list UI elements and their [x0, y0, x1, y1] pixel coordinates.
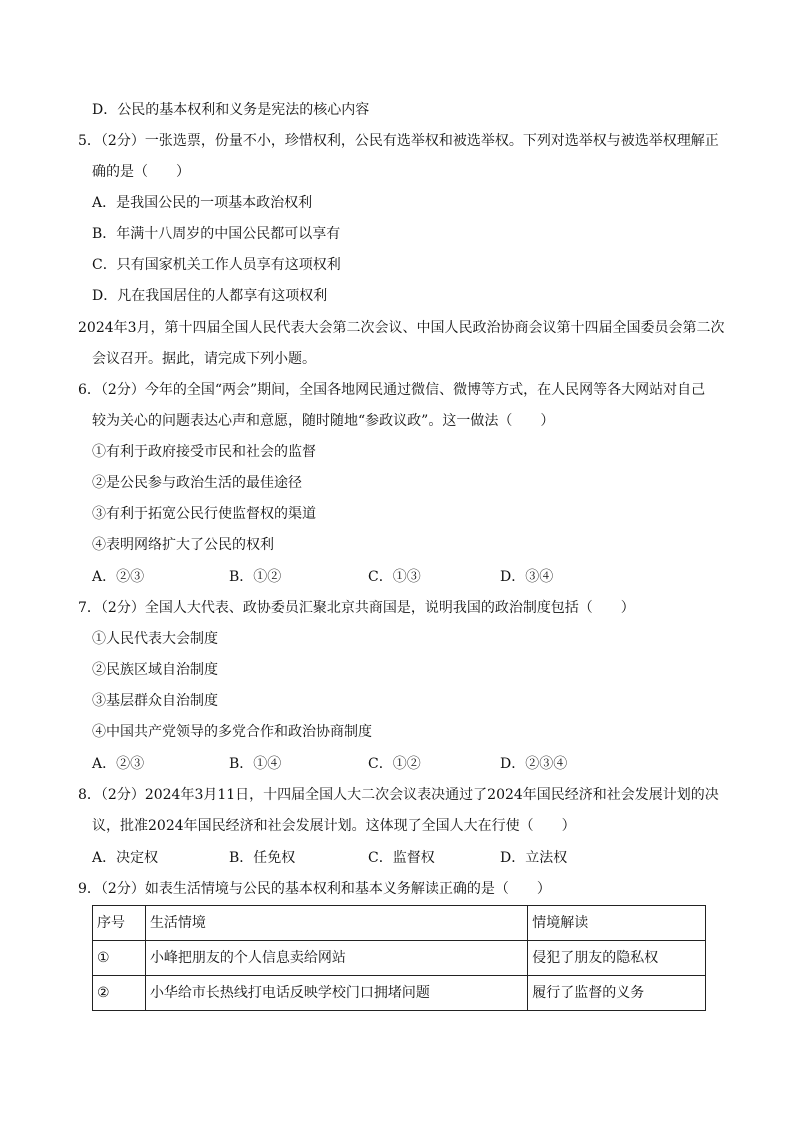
q8-stem-line2: 议，批准2024年国民经济和社会发展计划。这体现了全国人大在行使（ ）: [92, 818, 576, 834]
q4-option-d: D．公民的基本权利和义务是宪法的核心内容: [92, 102, 370, 118]
q6-choice-d: D．③④: [500, 569, 554, 585]
q8-stem-line1: 8．（2分）2024年3月11日，十四届全国人大二次会议表决通过了2024年国民经济和社会发展计划的决: [78, 787, 719, 803]
q5-stem-line1: 5．（2分）一张选票，份量不小，珍惜权利，公民有选举权和被选举权。下列对选举权与被选举权理解正: [78, 133, 719, 149]
q8-choice-b: B．任免权: [229, 850, 296, 866]
q7-choice-b: B．①④: [229, 756, 282, 772]
q6-choice-b: B．①②: [229, 569, 282, 585]
table-cell: 小峰把朋友的个人信息卖给网站: [145, 941, 527, 976]
q8-choice-c: C．监督权: [368, 850, 435, 866]
q6-stem-line1: 6．（2分）今年的全国“两会”期间，全国各地网民通过微信、微博等方式，在人民网等各大网站对自己: [78, 382, 706, 398]
q7-stem: 7．（2分）全国人大代表、政协委员汇聚北京共商国是，说明我国的政治制度包括（ ）: [78, 600, 635, 616]
q6-choices: [0, 567, 794, 587]
table-cell: ②: [93, 976, 146, 1011]
q5-option-a: A．是我国公民的一项基本政治权利: [92, 195, 313, 211]
table-header-row: [93, 906, 706, 941]
material-line1: 2024年3月，第十四届全国人民代表大会第二次会议、中国人民政治协商会议第十四届全国委员会第二次: [78, 320, 725, 336]
table-header-cell: 生活情境: [145, 906, 527, 941]
q7-choice-a: A．②③: [92, 756, 145, 772]
q5-option-b: B．年满十八周岁的中国公民都可以享有: [92, 226, 341, 242]
q7-statement-3: ③基层群众自治制度: [92, 693, 218, 709]
q5-option-d: D．凡在我国居住的人都享有这项权利: [92, 288, 328, 304]
q7-choice-d: D．②③④: [500, 756, 568, 772]
table-header-cell: 序号: [93, 906, 146, 941]
q6-statement-4: ④表明网络扩大了公民的权利: [92, 537, 274, 553]
table-row: [93, 976, 706, 1011]
table-cell: 侵犯了朋友的隐私权: [528, 941, 706, 976]
table-cell: 履行了监督的义务: [528, 976, 706, 1011]
q9-stem: 9．（2分）如表生活情境与公民的基本权利和基本义务解读正确的是（ ）: [78, 881, 551, 897]
q8-choices: [0, 848, 794, 868]
q5-option-c: C．只有国家机关工作人员享有这项权利: [92, 257, 341, 273]
table-cell: ①: [93, 941, 146, 976]
q7-statement-1: ①人民代表大会制度: [92, 631, 218, 647]
table-cell: 小华给市长热线打电话反映学校门口拥堵问题: [145, 976, 527, 1011]
q7-statement-4: ④中国共产党领导的多党合作和政治协商制度: [92, 724, 372, 740]
q6-statement-1: ①有利于政府接受市民和社会的监督: [92, 444, 316, 460]
table-header-cell: 情境解读: [528, 906, 706, 941]
q7-statement-2: ②民族区域自治制度: [92, 662, 218, 678]
q8-choice-d: D．立法权: [500, 850, 568, 866]
q6-choice-c: C．①③: [368, 569, 421, 585]
q7-choice-c: C．①②: [368, 756, 421, 772]
q7-choices: [0, 754, 794, 774]
q8-choice-a: A．决定权: [92, 850, 159, 866]
q6-statement-3: ③有利于拓宽公民行使监督权的渠道: [92, 506, 316, 522]
q5-stem-line2: 确的是（ ）: [92, 164, 190, 180]
q6-statement-2: ②是公民参与政治生活的最佳途径: [92, 475, 302, 491]
table-row: [93, 941, 706, 976]
q9-table: [92, 905, 706, 1011]
q6-choice-a: A．②③: [92, 569, 145, 585]
q6-stem-line2: 较为关心的问题表达心声和意愿，随时随地“参政议政”。这一做法（ ）: [92, 413, 555, 429]
material-line2: 会议召开。据此，请完成下列小题。: [92, 351, 316, 367]
